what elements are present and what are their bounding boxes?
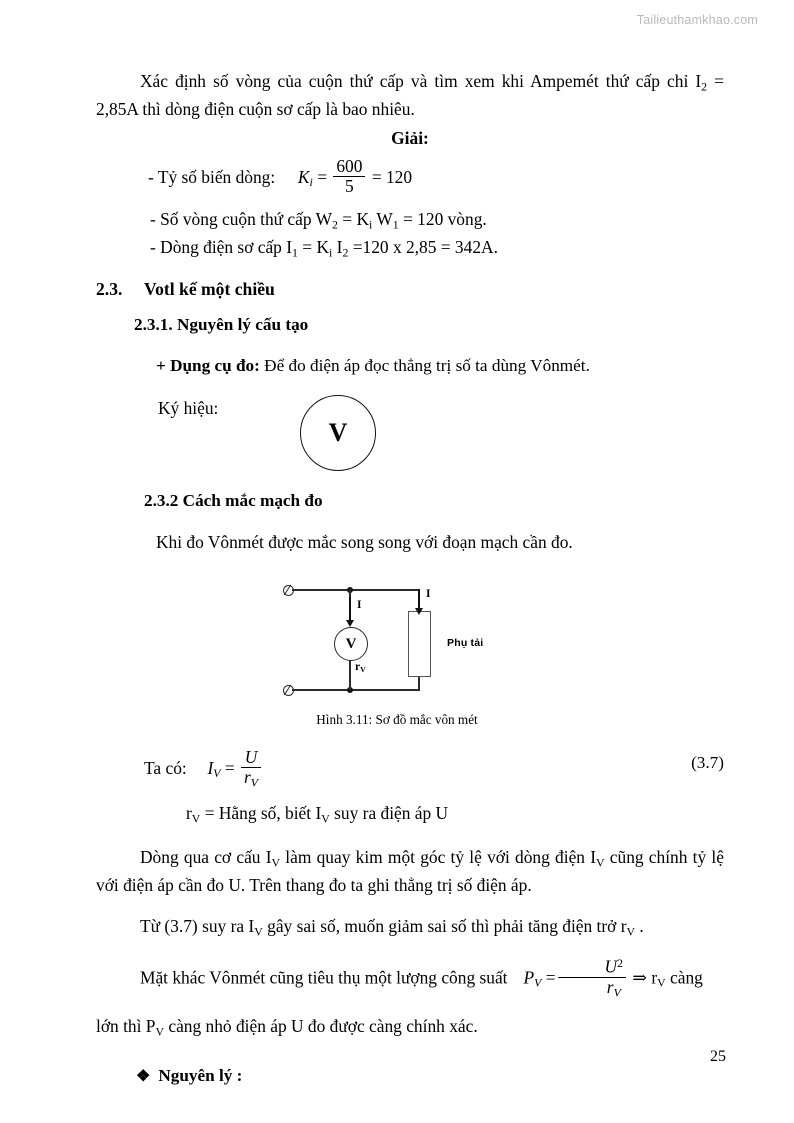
rv-line-rest: = Hằng số, biết I <box>200 802 322 823</box>
voltmeter-symbol-circle: V <box>300 395 376 471</box>
item2-mid1: = K <box>337 208 369 229</box>
item3-sub3: 2 <box>342 245 349 260</box>
rv-line-prefix: r <box>186 802 192 823</box>
ki-numerator: 600 <box>336 156 363 177</box>
p2-sub2: V <box>626 924 636 939</box>
p1-sub2: V <box>596 855 605 870</box>
item3-mid2: I <box>332 236 343 257</box>
rv-line-sub2: V <box>321 811 330 826</box>
p3-a: Mặt khác Vônmét cũng tiêu thụ một lượng công suất <box>140 967 508 988</box>
ki-result: = 120 <box>371 166 413 187</box>
item2-mid2: W <box>372 208 393 229</box>
pv-symbol: P <box>523 967 535 988</box>
section-title: Votl kế một chiều <box>144 278 275 299</box>
p2-b: gây sai số, muốn giảm sai số thì phải tăng điện trở r <box>262 915 627 936</box>
subsection-2-3-2: 2.3.2 Cách mắc mạch đo <box>144 491 323 511</box>
pv-subscript: V <box>534 975 542 990</box>
intro-subscript: 2 <box>701 79 708 94</box>
solution-label: Giải: <box>391 127 429 148</box>
solution-item-1-label: - Tỷ số biến dòng: <box>148 166 276 187</box>
load-resistor <box>408 611 431 677</box>
equation-3-7-line <box>96 748 724 789</box>
voltmeter-wire-bottom <box>349 659 351 690</box>
eq37-numerator: U <box>244 747 258 767</box>
bottom-rail-wire <box>292 689 420 691</box>
item3-suffix: =120 x 2,85 = 342A. <box>348 236 498 257</box>
p1-b: làm quay kim một góc tỷ lệ với dòng điện I <box>280 847 596 868</box>
subsection-2-3-2-paragraph: Khi đo Vônmét được mắc song song với đoạn mạch cần đo. <box>156 532 573 553</box>
item2-sub3: 1 <box>392 217 399 232</box>
p2-c: . <box>635 915 644 936</box>
current-arrow-right <box>418 589 420 609</box>
intro-text-part1: Xác định số vòng của cuộn thứ cấp và tìm xem khi Ampemét thứ cấp chỉ I <box>140 71 702 91</box>
eq37-equals: = <box>224 757 235 778</box>
pv-fraction <box>558 957 626 999</box>
lower-content <box>96 748 724 1089</box>
intro-paragraph <box>96 68 724 123</box>
terminal-bottom-left <box>283 685 294 696</box>
item2-prefix: - Số vòng cuộn thứ cấp W <box>150 208 333 229</box>
watermark: Tailieuthamkhao.com <box>636 13 758 27</box>
p2-sub1: V <box>254 924 263 939</box>
current-label-left: I <box>357 599 362 611</box>
body-paragraph-1 <box>96 844 724 899</box>
item3-sub2: i <box>329 245 333 260</box>
item2-sub1: 2 <box>332 217 338 232</box>
voltmeter-symbol-block <box>96 391 724 473</box>
iv-subscript: V <box>213 766 221 781</box>
page-number: 25 <box>710 1048 726 1065</box>
ki-fraction <box>333 157 365 196</box>
voltmeter-circle: V <box>334 627 368 661</box>
current-arrow-left <box>349 597 351 621</box>
body-paragraph-4 <box>96 1013 724 1041</box>
item2-suffix: = 120 vòng. <box>398 208 487 229</box>
solution-item-3 <box>96 234 724 262</box>
p4-b: càng nhỏ điện áp U đo được càng chính xác. <box>164 1015 478 1036</box>
dungcu-text: Để đo điện áp đọc thẳng trị số ta dùng Vônmét. <box>259 356 590 376</box>
terminal-top-left <box>283 585 294 596</box>
section-heading-2-3 <box>96 276 724 302</box>
circuit-diagram <box>275 575 515 703</box>
item3-prefix: - Dòng điện sơ cấp I <box>150 236 293 257</box>
rv-line-tail: suy ra điện áp U <box>329 802 449 823</box>
item3-mid1: = K <box>297 236 329 257</box>
rv-constant-line <box>96 803 724 826</box>
body-paragraph-3 <box>96 957 724 999</box>
nguyen-ly-heading <box>96 1063 724 1089</box>
subsection-2-3-1: 2.3.1. Nguyên lý cấu tạo <box>134 315 309 335</box>
ki-equals: = <box>317 166 327 187</box>
p3-sub1: V <box>657 975 666 990</box>
item2-sub2: i <box>369 217 373 232</box>
ta-co-label: Ta có: <box>144 757 187 778</box>
p3-c: càng <box>665 967 703 988</box>
ki-subscript: i <box>309 175 313 190</box>
p1-c: cũng chính tỷ lệ với điện áp cần đo U. Trên thang đo ta ghi thẳng trị số điện áp. <box>96 847 724 896</box>
diamond-bullet-icon: ❖ <box>136 1068 151 1086</box>
meter-resistance-label <box>355 661 366 674</box>
top-rail-wire <box>292 589 420 591</box>
nguyen-ly-text: Nguyên lý : <box>158 1066 243 1086</box>
p4-sub1: V <box>155 1024 164 1039</box>
load-label: Phụ tải <box>447 637 484 649</box>
rv-subscript: V <box>360 665 366 675</box>
kyhieu-label: Ký hiệu: <box>158 397 219 418</box>
ki-symbol: K <box>297 166 310 187</box>
pv-denominator-sub: V <box>613 984 621 999</box>
solution-item-2 <box>96 206 724 234</box>
ki-denominator: 5 <box>333 176 365 196</box>
iv-symbol: I <box>207 757 214 778</box>
pv-numerator-exponent: 2 <box>617 956 624 971</box>
section-number: 2.3. <box>96 278 123 299</box>
document-content <box>96 68 724 558</box>
eq37-fraction <box>241 748 261 789</box>
eq37-denominator: r <box>244 766 251 787</box>
figure-caption: Hình 3.11: Sơ đồ mắc vôn mét <box>316 712 478 727</box>
intro-text-part2: = 2,85A thì dòng điện cuộn sơ cấp là bao nhiêu. <box>96 71 724 120</box>
item3-sub1: 1 <box>292 245 298 260</box>
body-paragraph-2 <box>96 913 724 941</box>
eq37-denominator-sub: V <box>250 775 259 790</box>
p3-b: r <box>646 967 658 988</box>
p1-a: Dòng qua cơ cấu I <box>140 847 272 868</box>
current-label-right: I <box>426 588 431 600</box>
pv-numerator: U <box>604 956 618 977</box>
equation-number-3-7: (3.7) <box>691 753 724 772</box>
rv-letter: r <box>355 661 361 673</box>
load-wire-bottom <box>418 675 420 690</box>
dungcu-do-line <box>96 353 724 379</box>
solution-item-1 <box>96 157 724 196</box>
dungcu-label: + Dụng cụ đo: <box>156 356 260 376</box>
p4-a: lớn thì P <box>96 1015 156 1036</box>
rv-line-sub: V <box>191 811 201 826</box>
implies-arrow-icon: ⇒ <box>632 967 647 988</box>
p1-sub1: V <box>271 855 281 870</box>
pv-equals: = <box>545 967 556 988</box>
p2-a: Từ (3.7) suy ra I <box>140 915 255 936</box>
pv-denominator: r <box>606 976 614 997</box>
